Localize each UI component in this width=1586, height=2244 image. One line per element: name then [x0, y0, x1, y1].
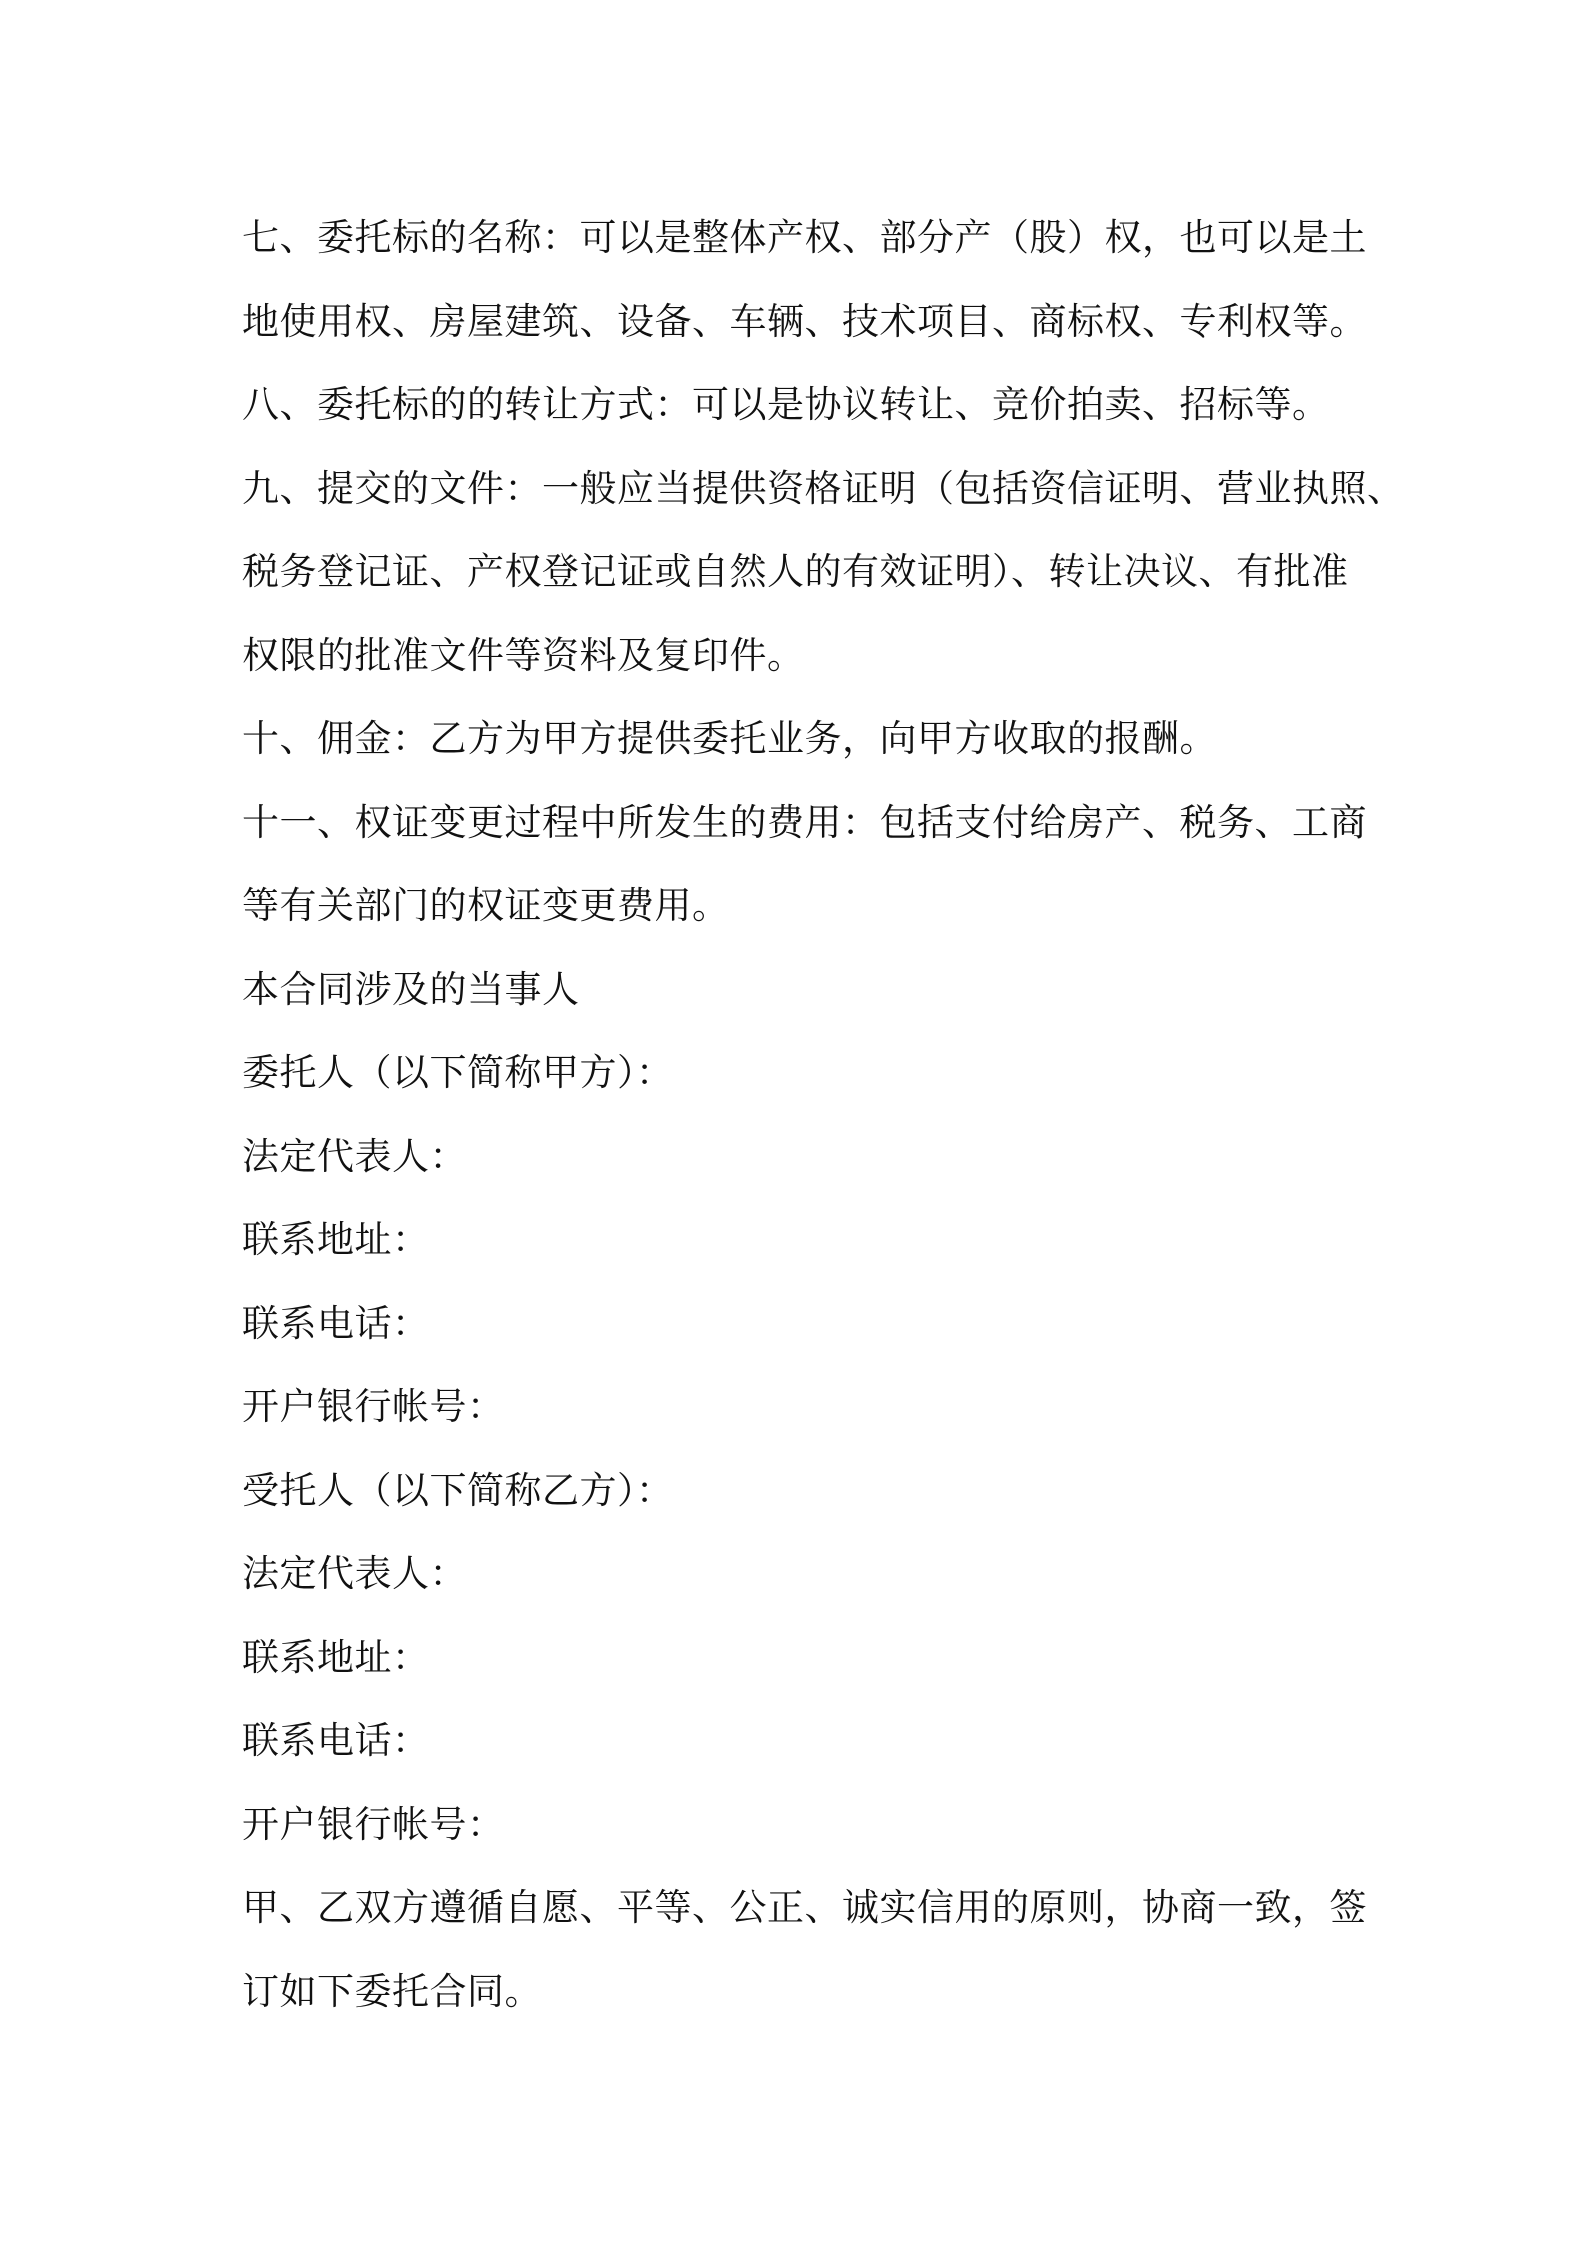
- agreement-statement-line-2: 订如下委托合同。: [242, 1969, 542, 2013]
- party-a-principal: 委托人（以下简称甲方）：: [242, 1051, 674, 1094]
- clause-9-documents-line-1: 九、提交的文件：一般应当提供资格证明（包括资信证明、营业执照、: [242, 466, 1405, 510]
- party-b-address: 联系地址：: [242, 1635, 430, 1679]
- party-b-bank-account: 开户银行帐号：: [242, 1802, 505, 1846]
- party-a-bank-account: 开户银行帐号：: [242, 1385, 505, 1428]
- party-b-agent: 受托人（以下简称乙方）：: [242, 1468, 674, 1512]
- clause-11-fees-line-2: 等有关部门的权证变更费用。: [242, 884, 730, 927]
- agreement-statement-line-1: 甲、乙双方遵循自愿、平等、公正、诚实信用的原则，协商一致，签: [242, 1886, 1367, 1929]
- clause-8-transfer-method: 八、委托标的的转让方式：可以是协议转让、竞价拍卖、招标等。: [242, 383, 1330, 426]
- party-a-phone: 联系电话：: [242, 1301, 430, 1345]
- clause-10-commission: 十、佣金：乙方为甲方提供委托业务，向甲方收取的报酬。: [242, 717, 1217, 760]
- party-b-legal-representative: 法定代表人：: [242, 1552, 467, 1595]
- clause-11-fees-line-1: 十一、权证变更过程中所发生的费用：包括支付给房产、税务、工商: [242, 800, 1367, 844]
- clause-9-documents-line-2: 税务登记证、产权登记证或自然人的有效证明）、转让决议、有批准: [242, 550, 1349, 593]
- party-b-phone: 联系电话：: [242, 1719, 430, 1762]
- parties-heading: 本合同涉及的当事人: [242, 967, 580, 1011]
- document-body: [242, 196, 1405, 2033]
- clause-7-name-line-2: 地使用权、房屋建筑、设备、车辆、技术项目、商标权、专利权等。: [242, 299, 1367, 343]
- clause-7-name-line-1: 七、委托标的名称：可以是整体产权、部分产（股）权，也可以是土: [242, 216, 1367, 259]
- party-a-address: 联系地址：: [242, 1218, 430, 1261]
- party-a-legal-representative: 法定代表人：: [242, 1134, 467, 1178]
- clause-9-documents-line-3: 权限的批准文件等资料及复印件。: [242, 633, 805, 677]
